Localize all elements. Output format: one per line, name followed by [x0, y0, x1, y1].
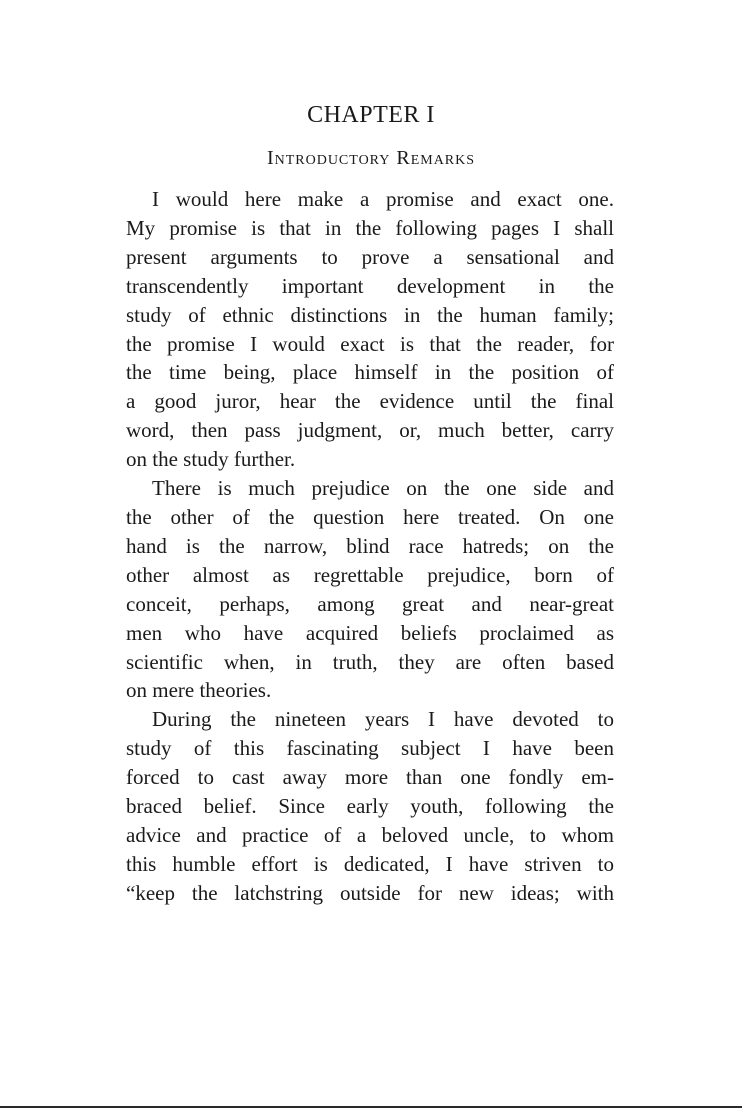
text-line: forced to cast away more than one fondly em- [126, 765, 614, 790]
paragraph [126, 705, 614, 907]
text-line: the promise I would exact is that the reader, for [126, 331, 614, 356]
text-line: conceit, perhaps, among great and near-great [126, 591, 614, 616]
text-line: hand is the narrow, blind race hatreds; on the [126, 533, 614, 558]
text-line: “keep the latchstring outside for new ideas; with [126, 880, 614, 905]
text-line: I would here make a promise and exact one. [152, 187, 614, 211]
chapter-title: CHAPTER I [307, 102, 435, 128]
text-line: a good juror, hear the evidence until the final [126, 389, 614, 414]
text-line: study of ethnic distinctions in the human family; [126, 302, 614, 327]
text-line: on mere theories. [126, 678, 272, 703]
text-line: on the study further. [126, 447, 296, 472]
text-line: other almost as regrettable prejudice, born of [126, 562, 614, 587]
text-line: My promise is that in the following pages I shall [126, 215, 614, 240]
text-line: study of this fascinating subject I have been [126, 736, 614, 761]
text-line: the other of the question here treated. On one [126, 504, 614, 529]
text-line: men who have acquired beliefs proclaimed as [126, 620, 614, 645]
text-line: There is much prejudice on the one side and [152, 476, 614, 501]
paragraph [126, 185, 614, 474]
text-line: During the nineteen years I have devoted to [152, 707, 614, 732]
text-line: scientific when, in truth, they are often based [126, 649, 614, 674]
text-line: advice and practice of a beloved uncle, to whom [126, 822, 614, 847]
text-line: the time being, place himself in the position of [126, 360, 614, 385]
body-text [126, 185, 614, 908]
chapter-subtitle: Introductory Remarks [266, 147, 476, 169]
text-line: this humble effort is dedicated, I have striven to [126, 851, 614, 876]
text-line: word, then pass judgment, or, much better, carry [126, 418, 614, 443]
text-line: transcendently important development in the [126, 273, 614, 298]
paragraph [126, 474, 614, 705]
page-bottom-rule [0, 1106, 742, 1108]
text-line: present arguments to prove a sensational and [126, 244, 614, 269]
text-line: braced belief. Since early youth, following the [126, 794, 614, 819]
